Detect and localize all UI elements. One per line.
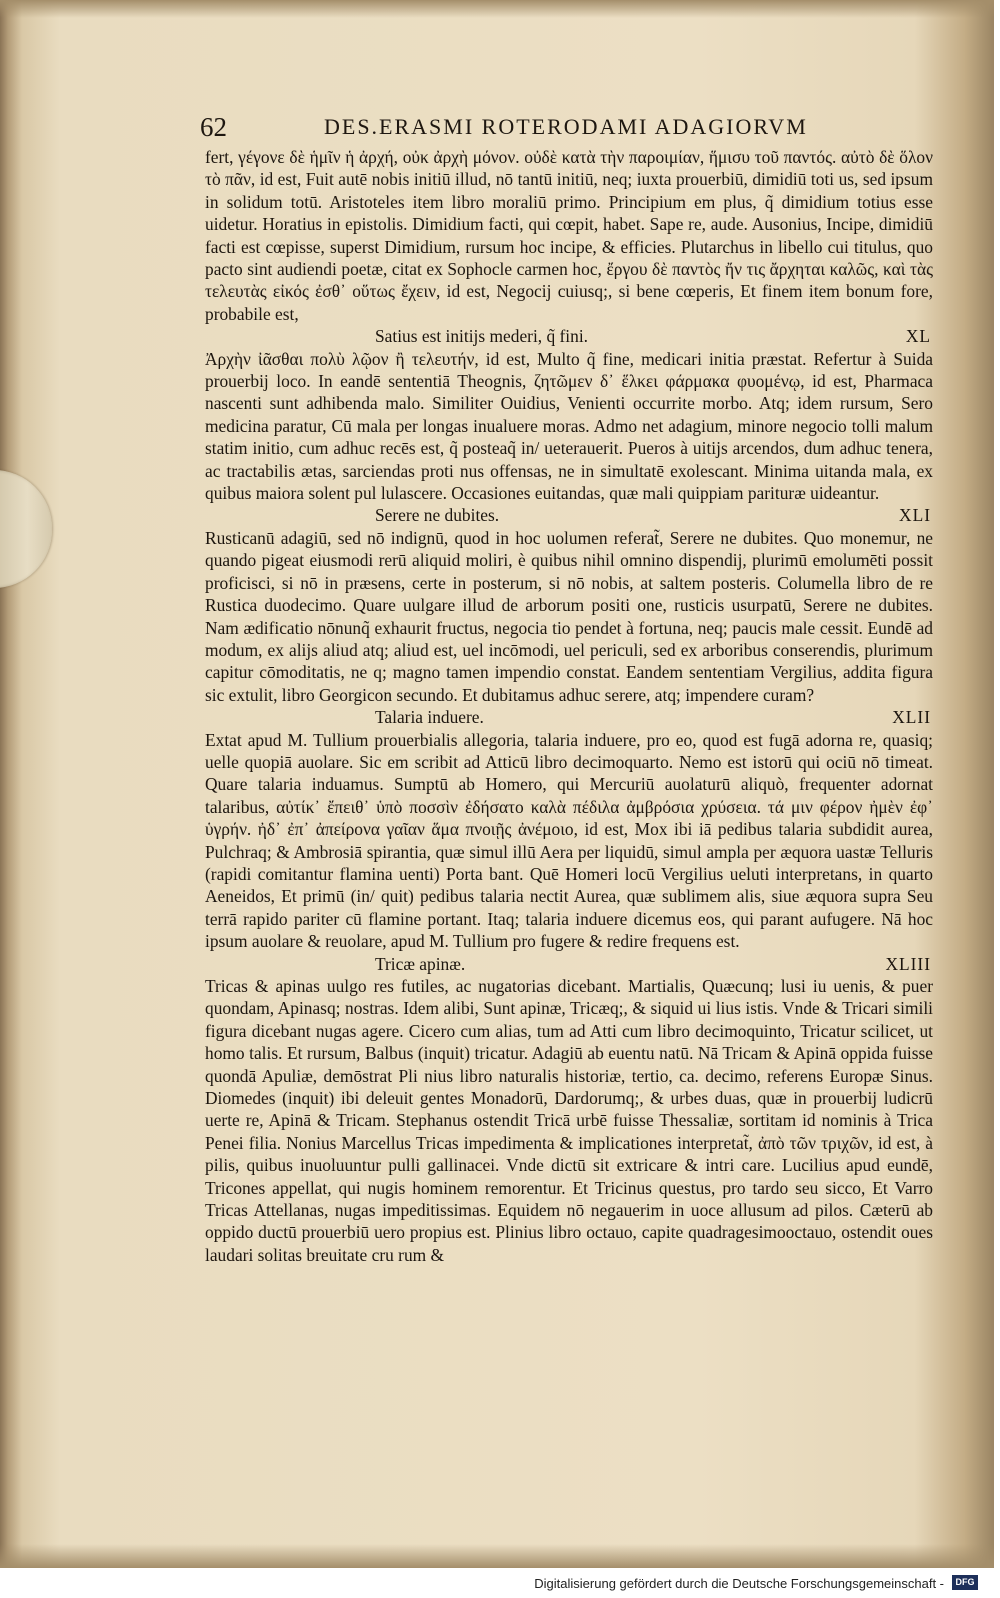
dfg-logo-icon: DFG	[952, 1575, 978, 1590]
adage-heading-xlii	[205, 706, 933, 728]
funding-credit: Digitalisierung gefördert durch die Deutsche Forschungsgemeinschaft -	[534, 1576, 944, 1591]
adage-title: Serere ne dubites.	[375, 505, 500, 526]
adage-number: XLII	[892, 707, 931, 728]
adage-title: Talaria induere.	[375, 707, 484, 728]
page-edge-top	[0, 0, 994, 18]
adage-number: XLI	[899, 505, 931, 526]
page-edge-bottom	[0, 1544, 994, 1568]
adage-paragraph-xlii: Extat apud M. Tullium prouerbialis allegoria, talaria induere, pro eo, quod est fugā adorna re, quasiq; uelle quopiā auolare. Sic em scribit ad Atticū libro decimoquarto. Nemo est istorū qui ociū nō timeat. Quare talaria induamus. Sumptū ab Homero, qui Mercuriū auolaturū aliquò, frequenter adornat talaribus, αὐτίκ᾽ ἔπειθ᾽ ὑπὸ ποσσὶν ἐδήσατο καλὰ πέδιλα ἀμβρόσια χρύσεια. τά μιν φέρον ἠμὲν ἐφ᾽ ὑγρήν. ἠδ᾽ ἐπ᾽ ἀπείρονα γαῖαν ἅμα πνοιῇς ἀνέμοιο, id est, Mox ibi iā pedibus talaria subdidit aurea, Pulchraq; & Ambrosiā spirantia, quæ simul illū Aera per liquidū, simul ampla per æquora uastæ Telluris (rapidi comitantur flamina uenti) Porta bant. Quē Homeri locū Vergilius ueluti interpretans, in quarto Aeneidos, Et primū (in/ quit) pedibus talaria nectit Aurea, quæ sublimem alis, siue æquora supra Seu terrā rapido pariter cū flamine portant. Itaq; talaria induere dicemus eos, qui parant aufugere. Nā hoc ipsum auolare & reuolare, apud M. Tullium pro fugere & redire frequens est.	[205, 729, 933, 952]
adage-number: XL	[905, 326, 931, 347]
intro-paragraph: fert, γέγονε δὲ ἡμῖν ἡ ἀρχή, οὐκ ἀρχὴ μόνον. οὐδὲ κατὰ τὴν παροιμίαν, ἥμισυ τοῦ παντός. αὐτὸ δὲ ὅλον τὸ πᾶν, id est, Fuit autē nobis initiū illud, nō tantū initiū, neq; iuxta prouerbiū, dimidiū toti us, sed ipsum in solidum totū. Aristoteles item libro moraliū primo. Principium em plus, q̃ dimidium totius esse uidetur. Horatius in epistolis. Dimidium facti, qui cœpit, habet. Sape re, aude. Ausonius, Incipe, dimidiū facti est cœpisse, superst Dimidium, rursum hoc incipe, & efficies. Plutarchus in libello cui titulus, quo pacto sint audiendi poetæ, citat ex Sophocle carmen hoc, ἔργου δὲ παντὸς ἤν τις ἄρχηται καλῶς, καὶ τὰς τελευτὰς εἰκός ἐσθ᾽ οὕτως ἔχειν, id est, Negocij cuiusq;, si bene cœperis, Et finem item bonum fore, probabile est,	[205, 147, 933, 324]
adage-paragraph-xli: Rusticanū adagiū, sed nō indignū, quod in hoc uolumen referat̃, Serere ne dubites. Quo monemur, ne quando pigeat eiusmodi rerū aliquid moliri, è quibus nihil omnino dispendij, plurimū emolumēti possit proficisci, si nō in præsens, certe in posterum, si nō nobis, at saltem posteris. Columella libro de re Rustica duodecimo. Quare uulgare illud de arborum positi one, rusticis usurpatū, Serere ne dubites. Nam ædificatio nōnunq̃ exhaurit fructus, negocia tio pendet à fortuna, neq; paucis male cessit. Eundē ad modum, ex alijs aliud atq; aliud est, uel incōmodi, uel periculi, sed ex arboribus conserendis, plurimum capitur cōmoditatis, ne q; magno tamen impendio constat. Eandem sententiam Vergilius, addita figura sic extulit, libro Georgicon secundo. Et dubitamus adhuc serere, atq; impendere curam?	[205, 527, 933, 705]
page-header	[200, 112, 940, 146]
adage-paragraph-xl: Ἀρχὴν ἰᾶσθαι πολὺ λῷον ἢ τελευτήν, id est, Multo q̃ fine, medicari initia præstat. Refertur à Suida prouerbij loco. In eandē sententiā Theognis, ζητῶμεν δ᾽ ἕλκει φάρμακα φυομένῳ, id est, Pharmaca nascenti sunt adhibenda malo. Similiter Ouidius, Venienti occurrite morbo. Atq; idem rursum, Sero medicina paratur, Cū mala per longas inualuere moras. Admo net adagium, minore negocio tolli malum statim initio, cum adhuc recēs est, q̃ posteaq̃ in/ ueterauerit. Pueros à uitijs arcendos, dum adhuc tenera, ac tractabilis ætas, sarciendas proti nus offensas, ne in simultatē exolescant. Minima uitanda mala, ex quibus maiora solent pul lulascere. Occasiones euitandas, quæ mali quippiam parituræ uideantur.	[205, 348, 933, 504]
adage-number: XLIII	[885, 953, 931, 974]
adage-heading-xli	[205, 504, 933, 526]
adage-title: Tricæ apinæ.	[375, 953, 466, 974]
text-body	[205, 146, 933, 1266]
digitization-footer	[0, 1570, 1000, 1598]
folio-number: 62	[200, 112, 227, 142]
page-clip	[0, 470, 52, 588]
adage-title: Satius est initijs mederi, q̃ fini.	[375, 326, 589, 347]
adage-heading-xliii	[205, 953, 933, 975]
running-head: DES.ERASMI ROTERODAMI ADAGIORVM	[324, 114, 808, 139]
adage-paragraph-xliii: Tricas & apinas uulgo res futiles, ac nugatorias dicebant. Martialis, Quæcunq; lusi iu uenis, & puer quondam, Apinasq; nostras. Idem alibi, Sunt apinæ, Tricæq;, & siquid ui lius istis. Vnde & Tricari simili figura dicebant nugas agere. Cicero cum alias, tum ad Atti cum libro decimoquinto, Tricatur scilicet, ut homo talis. Et rursum, Balbus (inquit) tricatur. Adagiū ab euentu natū. Nā Tricam & Apinā oppida fuisse quondā Apuliæ, demōstrat Pli nius libro naturalis historiæ, tertio, ca. decimo, referens Europæ Sinus. Diomedes (inquit) ibi deleuit gentes Monadorū, Dardorumq;, & urbes duas, quæ in prouerbij ludicrū uerte re, Apinā & Tricam. Stephanus ostendit Tricā urbē fuisse Thessaliæ, sortitam id nominis à Trica Penei filia. Nonius Marcellus Tricas impedimenta & implicationes interpretat̃, ἀπὸ τῶν τριχῶν, id est, à pilis, quibus inuoluuntur pulli gallinacei. Vnde dictū sit extricare & intri care. Lucilius apud eundē, Tricones appellat, qui nugis hominem remorentur. Et Tricinus questus, pro tardo seu sicco, Et Varro Tricas Attellanas, nugas impeditissimas. Equidem nō negauerim in uoce allusum ad pilos. Cæterū ab oppido ductū prouerbiū uero propius est. Plinius libro octauo, capite quadragesimooctauo, ostendit oues laudari solitas breuitate cru rum &	[205, 975, 933, 1265]
adage-heading-xl	[205, 325, 933, 347]
